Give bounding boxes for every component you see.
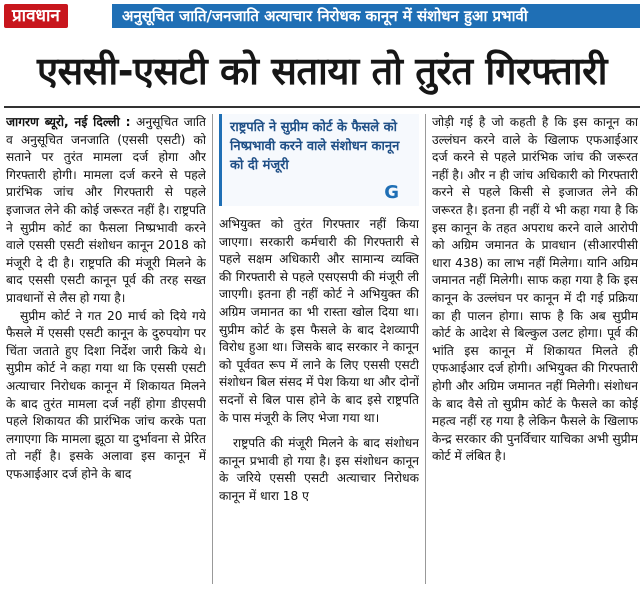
byline: जागरण ब्यूरो, नई दिल्ली : [6,115,131,129]
article-column-2 [219,114,419,586]
column-divider [425,114,426,584]
page-headline: एससी-एसटी को सताया तो तुरंत गिरफ्तारी [37,49,607,93]
article-paragraph [6,114,206,308]
pull-quote-text: राष्ट्रपति ने सुप्रीम कोर्ट के फैसले को निष्प्रभावी करने वाले संशोधन कानून को दी मंजूरी [230,120,400,173]
article-paragraph: जोड़ी गई है जो कहती है कि इस कानून का उल्लंघन करने वाले के खिलाफ एफआईआर दर्ज करने से पहले प्रारंभिक जांच की जरूरत नहीं है। और न ही जांच अधिकारी को गिरफ्तारी करने से पहले किसी से इजाजत लेने की जरूरत है। इतना ही नहीं ये भी कहा गया है कि इस कानून के तहत अपराध करने वाले आरोपी को अग्रिम जमानत के प्रावधान (सीआरपीसी धारा 438) का लाभ नहीं मिलेगा। यानि अग्रिम जमानत नहीं मिलेगी। साफ कहा गया है कि इस कानून के उल्लंघन पर कानून में दी गई प्रक्रिया का ही पालन होगा। साफ है कि अब सुप्रीम कोर्ट के आदेश से बिल्कुल उलट होगा। पूर्व की भांति इस कानून में शिकायत मिलते ही एफआईआर दर्ज होगी। अभियुक्त की गिरफ्तारी होगी और अग्रिम जमानत नहीं मिलेगी। संशोधन के बाद वैसे तो सुप्रीम कोर्ट के फैसले का कोई महत्व नहीं रह गया है लेकिन फैसले के खिलाफ केन्द्र सरकार की पुनर्विचार याचिका अभी सुप्रीम कोर्ट में लंबित है। [432,115,638,464]
paragraph-text: अनुसूचित जाति व अनुसूचित जनजाति (एससी एसटी) को सताने पर तुरंत मामला दर्ज होगा और गिरफ्तारी होगी। मामला दर्ज करने से पहले प्रारंभिक जांच और गिरफ्तारी से पहले इजाजत लेने की कोई जरूरत नहीं है। राष्ट्रपति ने सुप्रीम कोर्ट का फैसला निष्प्रभावी करने वाले एससी एसटी संशोधन कानून 2018 को मंजूरी दे दी है। राष्ट्रपति की मंजूरी मिलने के बाद एससी एसटी कानून पूर्व की तरह सख्त प्रावधानों से लैस हो गया है। [6,115,206,305]
kicker-strap: अनुसूचित जाति/जनजाति अत्याचार निरोधक कानून में संशोधन हुआ प्रभावी [112,4,640,28]
article-column-3 [432,114,638,586]
article-paragraph: सुप्रीम कोर्ट ने गत 20 मार्च को दिये गये फैसले में एससी एसटी कानून के दुरुपयोग पर चिंता जताते हुए दिशा निर्देश जारी किये थे। सुप्रीम कोर्ट ने कहा गया था कि एससी एसटी अत्याचार निरोधक कानून में शिकायत मिलने के बाद तुरंत मामला दर्ज नहीं होगा डीएसपी पहले शिकायत की प्रारंभिक जांच करके पता लगाएगा कि मामला झूठा या दुर्भावना से प्रेरित तो नहीं है। इसके अलावा इस कानून में एफआईआर दर्ज होने के बाद [6,308,206,481]
headline-rule [4,106,640,108]
column-divider [212,114,213,584]
publication-logo-icon: G [384,182,399,203]
section-tag: प्रावधान [4,4,68,28]
article-paragraph: अभियुक्त को तुरंत गिरफ्तार नहीं किया जाएगा। सरकारी कर्मचारी की गिरफ्तारी से पहले सक्षम अधिकारी और सामान्य व्यक्ति की गिरफ्तारी से पहले एसएसपी की मंजूरी ली जाएगी। इतना ही नहीं कोर्ट ने अभियुक्त की अग्रिम जमानत का भी रास्ता खोल दिया था। सुप्रीम कोर्ट के इस फैसले के बाद देशव्यापी विरोध हुआ था। जिसके बाद सरकार ने कानून को पूर्ववत रूप में लाने के लिए एससी एसटी संशोधन बिल संसद में पेश किया था और दोनों सदनों से बिल पास होने के बाद इसे राष्ट्रपति के पास मंजूरी के लिए भेजा गया था। [219,217,419,425]
top-banner [0,0,644,33]
article-paragraph: राष्ट्रपति की मंजूरी मिलने के बाद संशोधन कानून प्रभावी हो गया है। इस संशोधन कानून के जरिये एससी एसटी अत्याचार निरोधक कानून में धारा 18 ए [219,436,419,503]
pull-quote [219,114,419,206]
article-column-1 [6,114,206,586]
